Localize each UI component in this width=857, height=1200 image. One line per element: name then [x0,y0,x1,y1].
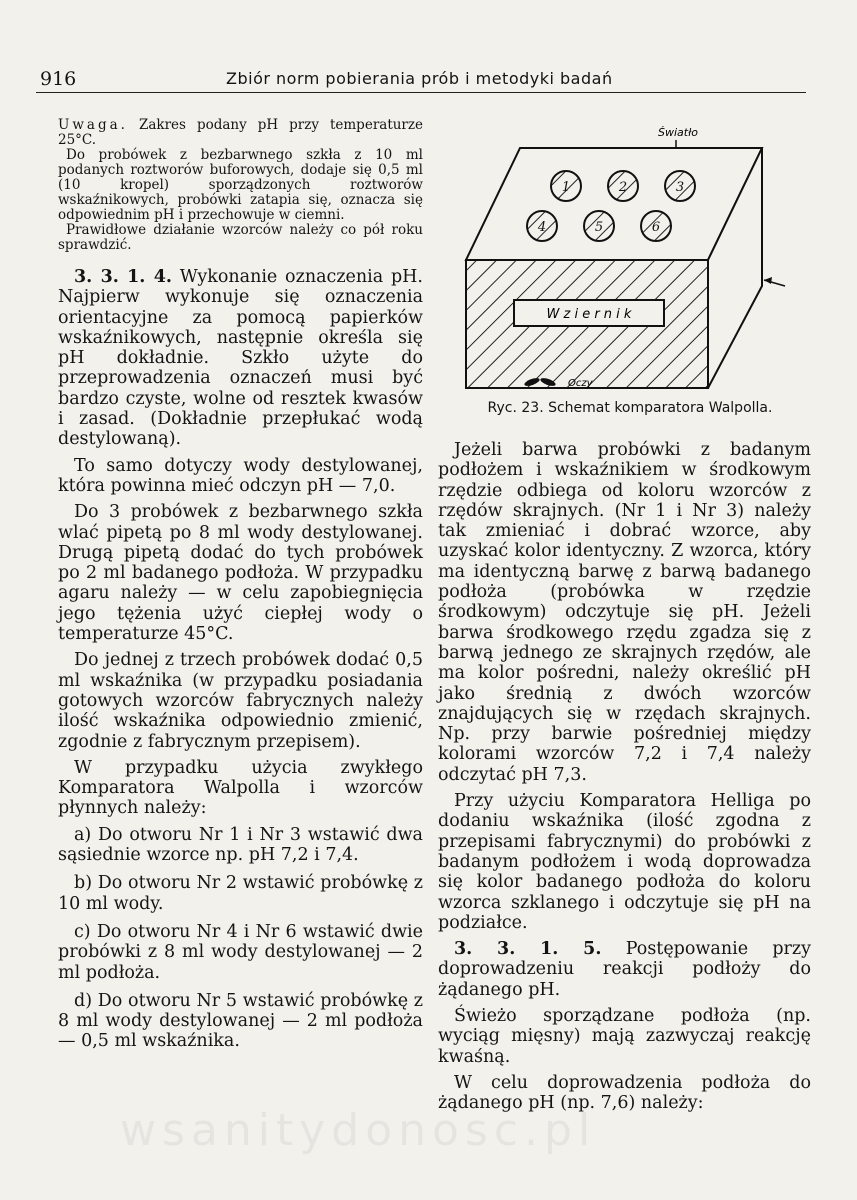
note-paragraph-1 [58,118,423,148]
paragraph-fresh-media: Świeżo sporządzane podłoża (np. wyciąg mięsny) mają zazwyczaj reakcję kwaśną. [438,1006,811,1067]
section-text: Wykonanie oznaczenia pH. Najpierw wykonuje się oznaczenia orientacyjne za pomocą papierków wskaźnikowych, następnie określa się pH dokładnie. Szkło użyte do przeprowadzenia oznaczeń musi być bardzo czyste, wolne od resztek kwasów i zasad. (Dokładnie przepłukać wodą destylowaną). [58,267,423,450]
section-number: 3. 3. 1. 4. [74,267,172,287]
paragraph-adjust: W celu doprowadzenia podłoża do żądanego pH (np. 7,6) należy: [438,1072,811,1114]
hole-5 [584,211,614,241]
list-item-a: a) Do otworu Nr 1 i Nr 3 wstawić dwa sąsiednie wzorce np. pH 7,2 i 7,4. [58,824,423,866]
hole-1 [551,171,581,201]
hole-6 [641,211,671,241]
section-number-2: 3. 3. 1. 5. [454,939,602,960]
eyes-label: Oczy [568,378,593,389]
paragraph-water: To samo dotyczy wody destylowanej, która powinna mieć odczyn pH — 7,0. [58,455,423,496]
figure-caption: Ryc. 23. Schemat komparatora Walpolla. [487,400,773,416]
paragraph-color-match: Jeżeli barwa probówki z badanym podłożem i wskaźnikiem w środkowym rzędzie odbiega od koloru wzorców z rzędów skrajnych. (Nr 1 i Nr 3) należy tak zmieniać i dobrać wzorce, aby uzyskać kolor identyczny. Z wzorca, który ma identyczną barwę z barwą badanego podłoża (probówka w rzędzie środkowym) odczytuje się pH. Jeżeli barwa środkowego rzędu zgadza się z barwą jednego ze skrajnych rzędów, ale ma kolor pośredni, należy określić pH jako średnią z dwóch wzorców znajdujących się w rzędach skrajnych. Np. przy barwie pośredniej między kolorami wzorców 7,2 i 7,4 należy odczytać pH 7,3. [438,440,811,785]
section-3-3-1-5 [438,939,811,1000]
hole-3-label: 3 [675,180,685,195]
hole-5-label: 5 [594,220,604,235]
note-paragraph-2: Do probówek z bezbarwnego szkła z 10 ml podanych roztworów buforowych, dodaje się 0,5 ml (10 kropel) sporządzonych roztworów wskaźnikowych, probówki zatapia się, oznacza się odpowiednim pH i przechowuje w ciemni. [58,147,423,223]
page-header [36,66,806,93]
watermark: wsanitydonosc.pl [120,1105,597,1156]
paragraph-tubes: Do 3 probówek z bezbarwnego szkła wlać pipetą po 8 ml wody destylowanej. Drugą pipetą dodać do tych probówek po 2 ml badanego podłoża. W przypadku agaru należy — w celu zapobiegnięcia jego tężenia użyć ciepłej wody o temperaturze 45°C. [58,502,423,645]
paragraph-hellige: Przy użyciu Komparatora Helliga po dodaniu wskaźnika (ilość zgodna z przepisami fabrycznymi) do probówki z badanym podłożem i wodą doprowadza się kolor badanego podłoża do koloru wzorca szklanego i odczytuje się pH na podziałce. [438,791,811,933]
hole-1-label: 1 [561,180,571,195]
light-label: Światło [658,126,698,139]
running-title: Zbiór norm pobierania prób i metodyki badań [226,69,613,88]
comparator-diagram [440,118,820,428]
paragraph-walpoll: W przypadku użycia zwykłego Komparatora Walpolla i wzorców płynnych należy: [58,757,423,819]
hole-4-label: 4 [537,220,547,235]
note-lead: Uwaga. [58,117,128,133]
left-column [58,118,423,1060]
right-column [438,440,811,1120]
list-item-d: d) Do otworu Nr 5 wstawić probówkę z 8 ml wody destylowanej — 2 ml podłoża — 0,5 ml wskaźnika. [58,990,423,1052]
note-paragraph-3: Prawidłowe działanie wzorców należy co pół roku sprawdzić. [58,222,423,253]
hole-2-label: 2 [618,180,628,195]
note-line1: Zakres podany pH przy temperaturze 25°C. [58,117,423,148]
page-number: 916 [40,68,77,90]
hole-6-label: 6 [651,220,661,235]
hole-3 [665,171,695,201]
hole-2 [608,171,638,201]
list-item-c: c) Do otworu Nr 4 i Nr 6 wstawić dwie probówki z 8 ml wody destylowanej — 2 ml podłoża. [58,921,423,983]
paragraph-indicator: Do jednej z trzech probówek dodać 0,5 ml wskaźnika (w przypadku posiadania gotowych wzorców fabrycznych należy ilość wskaźnika odpowiednio zmienić, zgodnie z fabrycznym przepisem). [58,650,423,752]
section-text-2: Postępowanie przy doprowadzeniu reakcji podłoży do żądanego pH. [438,939,811,1000]
list-item-b: b) Do otworu Nr 2 wstawić probówkę z 10 ml wody. [58,873,423,914]
section-3-3-1-4 [58,267,423,450]
light-arrow-head [764,277,772,284]
hole-4 [527,211,557,241]
window-label: W z i e r n i k [546,307,632,322]
